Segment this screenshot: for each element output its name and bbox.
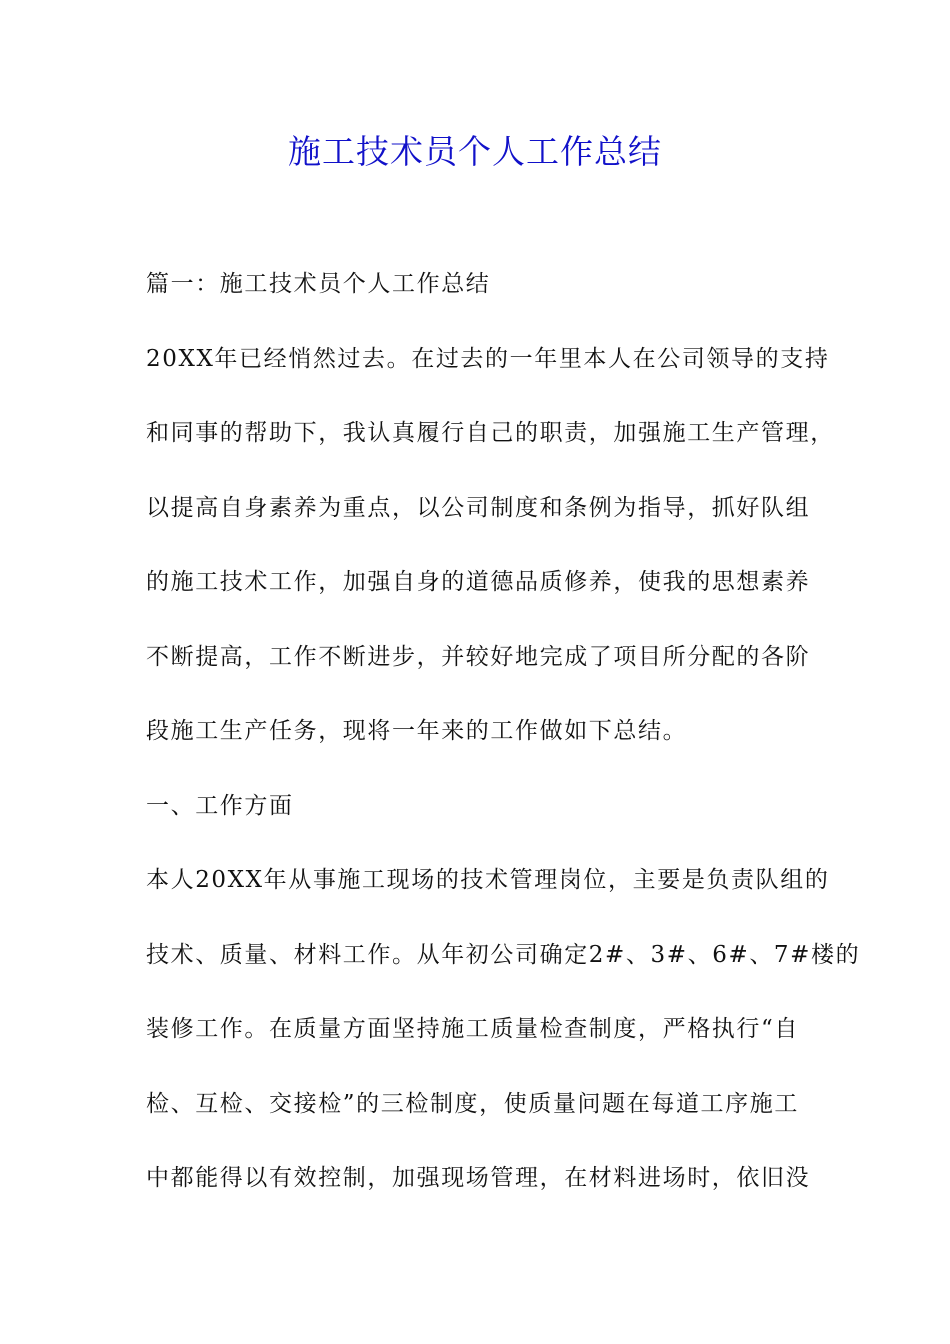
paragraph-line: 20XX年已经悄然过去。在过去的一年里本人在公司领导的支持 [146, 345, 830, 372]
document-title: 施工技术员个人工作总结 [288, 132, 662, 171]
paragraph-line: 装修工作。在质量方面坚持施工质量检查制度，严格执行“自 [146, 1016, 799, 1042]
paragraph-line: 不断提高，工作不断进步，并较好地完成了项目所分配的各阶 [146, 643, 811, 670]
section-heading-part-one: 篇一：施工技术员个人工作总结 [146, 271, 491, 297]
paragraph-line: 和同事的帮助下，我认真履行自己的职责，加强施工生产管理， [146, 420, 835, 446]
paragraph-line: 的施工技术工作，加强自身的道德品质修养，使我的思想素养 [146, 569, 811, 595]
section-heading-work: 一、工作方面 [146, 792, 294, 819]
paragraph-line: 本人20XX年从事施工现场的技术管理岗位，主要是负责队组的 [146, 867, 830, 893]
paragraph-line: 检、互检、交接检”的三检制度，使质量问题在每道工序施工 [146, 1090, 799, 1117]
paragraph-line: 技术、质量、材料工作。从年初公司确定2#、3#、6#、7#楼的 [146, 941, 861, 968]
paragraph-line: 中都能得以有效控制，加强现场管理，在材料进场时，依旧没 [146, 1165, 811, 1191]
paragraph-line: 以提高自身素养为重点，以公司制度和条例为指导，抓好队组 [146, 494, 811, 521]
paragraph-line: 段施工生产任务，现将一年来的工作做如下总结。 [146, 718, 688, 744]
document-body [146, 264, 861, 1233]
